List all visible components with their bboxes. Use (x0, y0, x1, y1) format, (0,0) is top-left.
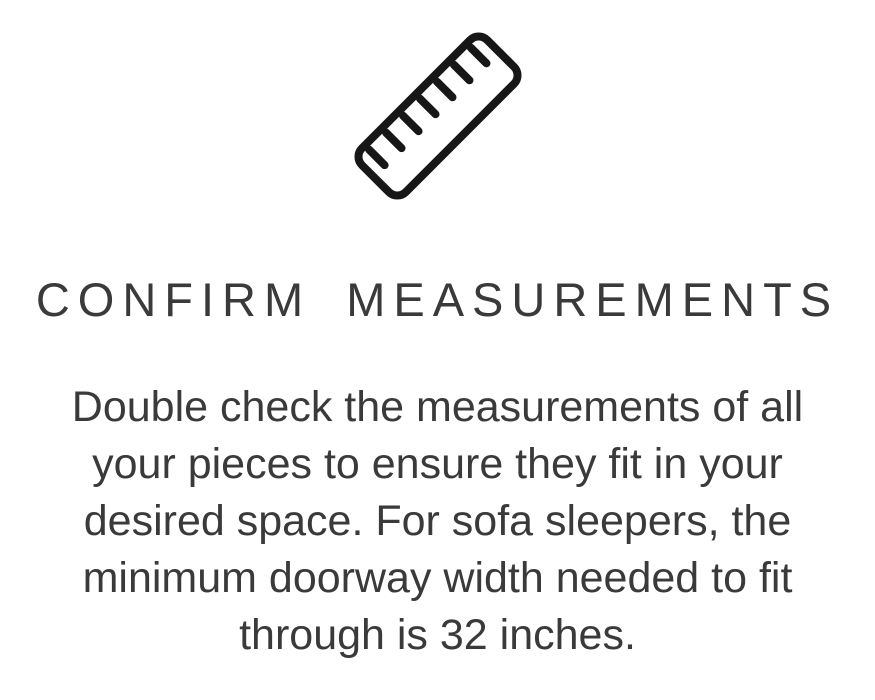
icon-area (0, 0, 875, 230)
description-line: Double check the measurements of all (71, 383, 804, 431)
description-line: your pieces to ensure they fit in your (92, 440, 783, 488)
description-line: through is 32 inches. (239, 611, 636, 659)
ruler-tick (431, 76, 458, 103)
description-paragraph (0, 379, 875, 664)
ruler-icon (347, 26, 527, 206)
ruler-tick (363, 144, 390, 171)
ruler-tick (380, 127, 407, 154)
page-title: CONFIRM MEASUREMENTS (35, 273, 840, 326)
ruler-tick (465, 42, 492, 69)
ruler-tick (397, 110, 424, 137)
description-line: minimum doorway width needed to fit (82, 554, 793, 602)
ruler-tick (448, 59, 475, 86)
ruler-tick (414, 93, 441, 120)
description-line: desired space. For sofa sleepers, the (83, 497, 792, 545)
